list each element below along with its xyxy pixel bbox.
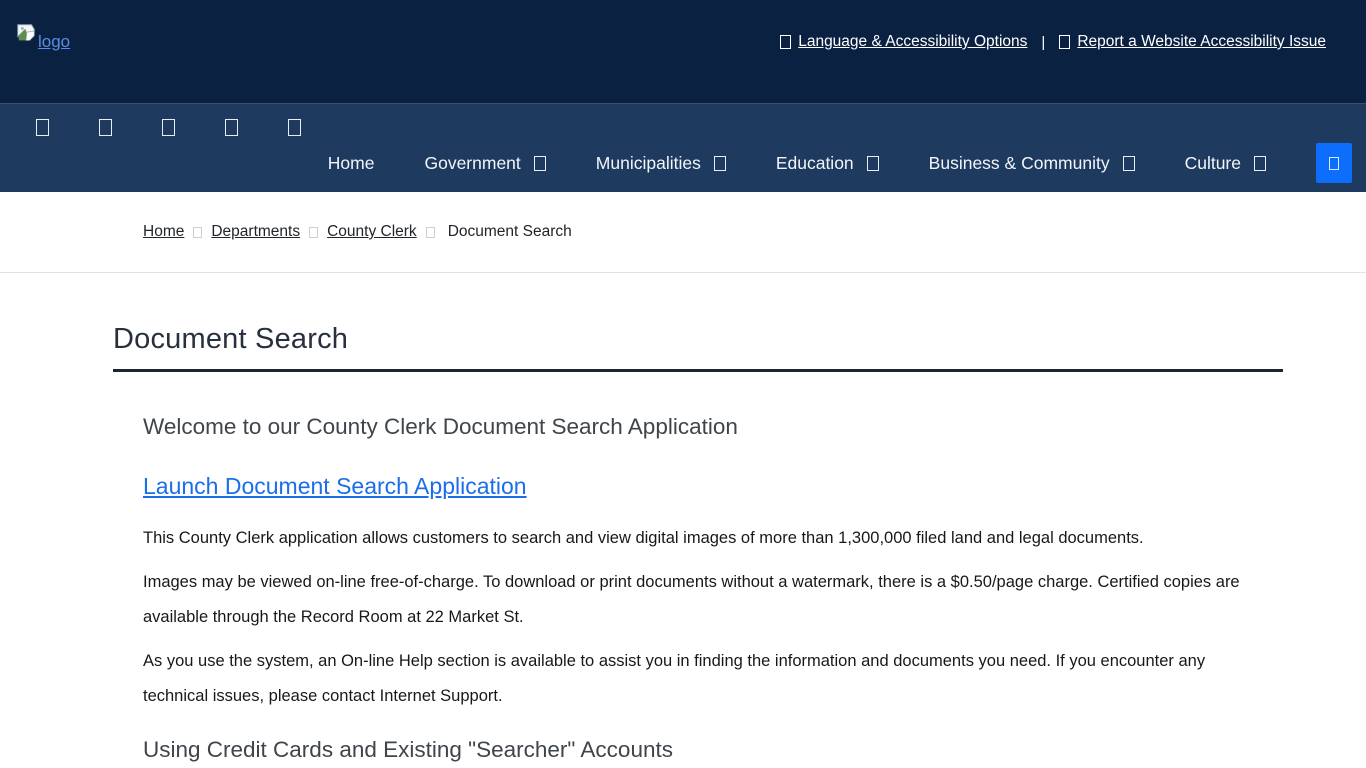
social-icon-4[interactable] [225, 119, 238, 136]
nav-item-label: Municipalities [595, 152, 701, 173]
title-divider [113, 369, 1283, 372]
nav-menu [328, 141, 1352, 185]
breadcrumb-current-page: Document Search [447, 223, 572, 240]
nav-item-label: Business & Community [928, 152, 1110, 173]
chevron-down-icon [1254, 156, 1266, 171]
social-icon-3[interactable] [162, 119, 175, 136]
nav-item-education[interactable] [776, 153, 879, 174]
chevron-down-icon [867, 156, 879, 171]
social-placeholder-icon [288, 119, 301, 136]
social-icon-5[interactable] [288, 119, 301, 136]
nav-item-label: Government [424, 152, 521, 173]
social-placeholder-icon [162, 119, 175, 136]
nav-item-home[interactable] [328, 153, 375, 174]
page-title: Document Search [113, 323, 349, 355]
social-icon-2[interactable] [99, 119, 112, 136]
report-accessibility-link[interactable] [1059, 33, 1326, 51]
intro-paragraph: This County Clerk application allows customers to search and view digital images of more than 1,300,000 filed land and legal documents. [143, 529, 1144, 547]
nav-item-label: Education [775, 152, 854, 173]
content-body [143, 414, 1283, 763]
language-icon [780, 35, 791, 49]
credit-cards-heading: Using Credit Cards and Existing "Searcher" Accounts [143, 737, 673, 762]
language-accessibility-link[interactable] [780, 33, 1027, 51]
social-placeholder-icon [225, 119, 238, 136]
broken-image-icon [15, 22, 37, 44]
help-paragraph: As you use the system, an On-line Help section is available to assist you in finding the information and documents you need. If you encounter any technical issues, please contact Internet Support. [143, 652, 1206, 705]
report-icon [1059, 35, 1070, 49]
search-icon [1329, 157, 1339, 170]
search-button[interactable] [1316, 143, 1352, 183]
main-navbar [0, 103, 1366, 192]
logo-alt-text: logo [38, 32, 71, 51]
language-accessibility-label: Language & Accessibility Options [798, 33, 1028, 50]
header-utility-links [780, 33, 1326, 51]
launch-document-search-link[interactable]: Launch Document Search Application [143, 473, 527, 499]
social-placeholder-icon [99, 119, 112, 136]
social-icon-1[interactable] [36, 119, 49, 136]
nav-item-municipalities[interactable] [596, 153, 726, 174]
chevron-down-icon [1123, 156, 1135, 171]
main-content [0, 273, 1366, 763]
breadcrumb-home[interactable]: Home [143, 223, 185, 240]
breadcrumb-county-clerk[interactable]: County Clerk [327, 223, 417, 240]
chevron-down-icon [534, 156, 546, 171]
breadcrumb-departments[interactable]: Departments [211, 223, 301, 240]
nav-item-label: Culture [1184, 152, 1241, 173]
logo-link[interactable] [15, 22, 71, 51]
chevron-down-icon [714, 156, 726, 171]
social-icons-row [36, 119, 301, 136]
breadcrumb-separator-icon [426, 227, 435, 238]
welcome-heading: Welcome to our County Clerk Document Search Application [143, 414, 738, 439]
breadcrumb [0, 192, 1366, 273]
nav-item-government[interactable] [424, 153, 545, 174]
pricing-paragraph: Images may be viewed on-line free-of-charge. To download or print documents without a watermark, there is a $0.50/page charge. Certified copies are available through the Record Room at 22 Market St. [143, 573, 1240, 626]
breadcrumb-separator-icon [193, 227, 202, 238]
nav-item-culture[interactable] [1185, 153, 1266, 174]
breadcrumb-separator-icon [309, 227, 318, 238]
report-accessibility-label: Report a Website Accessibility Issue [1077, 33, 1326, 50]
nav-item-label: Home [327, 152, 375, 173]
site-header [0, 0, 1366, 103]
social-placeholder-icon [36, 119, 49, 136]
header-links-separator: | [1041, 33, 1046, 51]
nav-item-business-community[interactable] [929, 153, 1135, 174]
